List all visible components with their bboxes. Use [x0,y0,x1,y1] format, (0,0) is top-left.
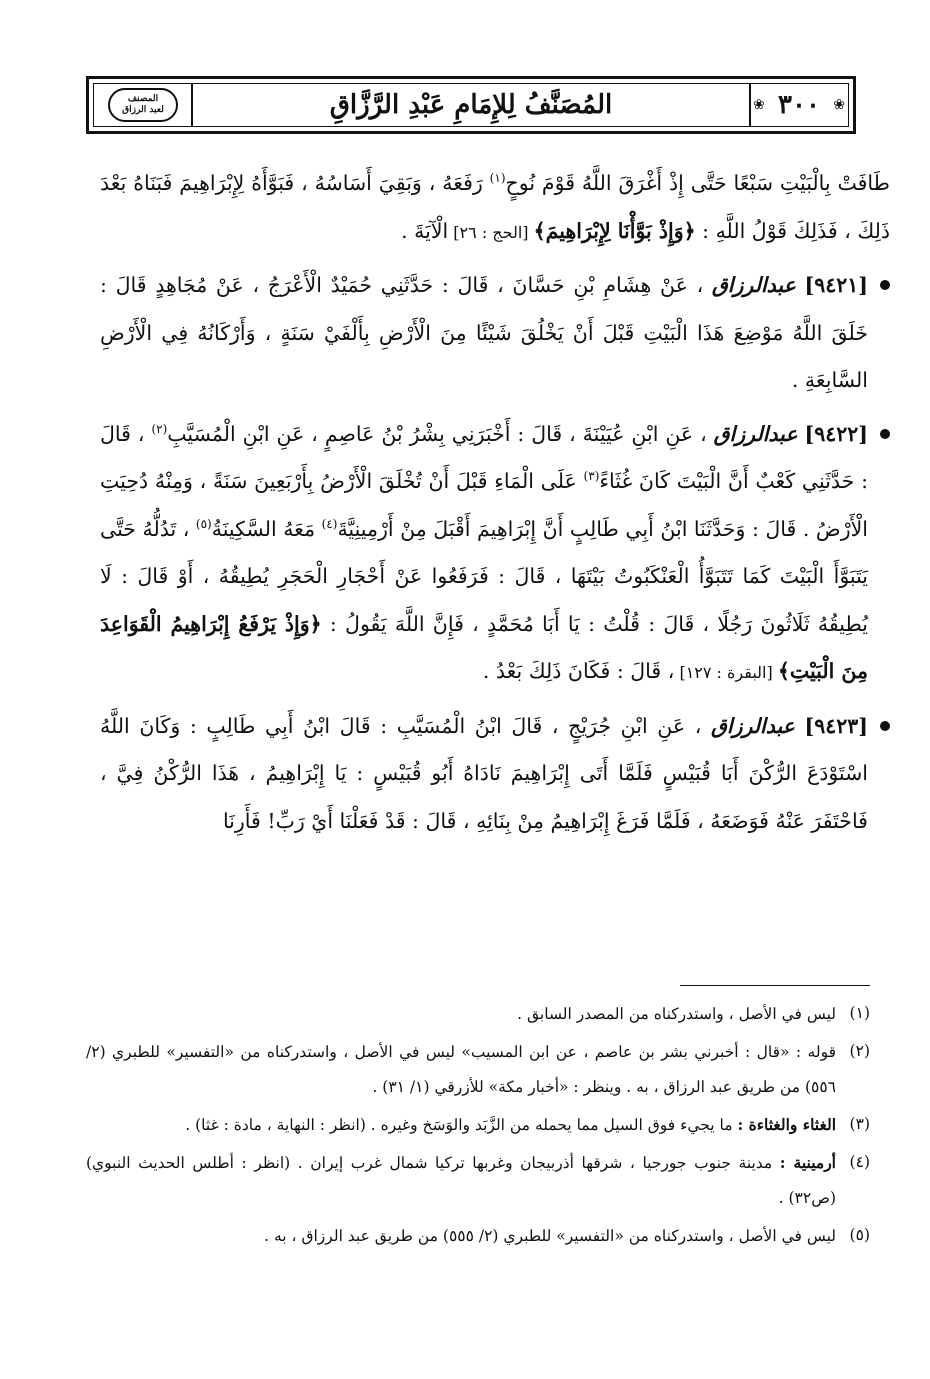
footnote-marker[interactable]: (٥) [195,516,212,531]
ornament-icon: ❀ [833,97,845,113]
footnote-text: ليس في الأصل ، واستدركناه من «التفسير» للطبري (٢/ ٥٥٥) من طريق عبد الرزاق ، به . [264,1227,836,1245]
footnote-4 [86,1145,870,1216]
hadith-number: [٩٤٢٣] [804,713,868,738]
intro-text: رَفَعَهُ ، وَبَقِيَ أَسَاسُهُ ، فَبَوَّأَهُ لِإِبْرَاهِيمَ فَبَنَاهُ بَعْدَ ذَلِكَ ، فَذَلِكَ قَوْلُ اللَّهِ : [100,171,890,243]
hadith-text: ، قَالَ : حَدَّثَنِي كَعْبٌ أَنَّ الْبَيْتَ كَانَ غُثَاءً [100,421,868,493]
page-number-frame [749,84,847,126]
hadith-text: ، عَنْ هِشَامِ بْنِ حَسَّانَ ، قَالَ : حَدَّثَنِي حُمَيْدٌ الْأَعْرَجُ ، عَنْ مُجَاهِدٍ قَالَ : خَلَقَ اللَّهُ مَوْضِعَ هَذَا الْبَيْتِ قَبْلَ أَنْ يَخْلُقَ شَيْئًا مِنَ الْأَرْضِ بِأَلْفَيْ سَنَةٍ ، وَأَرْكَانُهُ فِي الْأَرْضِ السَّابِعَةِ . [100,273,868,392]
narrator-name: عبدالرزاق [710,713,795,738]
hadith-number: [٩٤٢١] [804,273,868,297]
running-title: المُصَنَّفُ لِلإِمَامِ عَبْدِ الرَّزَّاقِ [329,90,613,120]
bullet-icon [880,429,890,439]
footnote-2 [86,1034,870,1105]
book-logo-seal: المصنف لعبد الرزاق [108,88,178,122]
footnote-number: (٥) [849,1226,870,1244]
footnote-marker[interactable]: (٤) [321,516,338,531]
hadith-text: ، عَنِ ابْنِ عُيَيْنَةَ ، قَالَ : أَخْبَرَنِي بِشْرُ بْنُ عَاصِمٍ ، عَنِ ابْنِ الْمُسَيَّبِ [167,421,707,446]
footnote-text: ليس في الأصل ، واستدركناه من المصدر السابق . [517,1005,836,1023]
footnote-marker[interactable]: (١) [489,171,506,186]
footnote-1 [86,996,870,1032]
bullet-icon [880,280,890,290]
footnotes [86,996,870,1256]
hadith-number: [٩٤٢٢] [804,421,868,446]
hadith-text: ، عَنِ ابْنِ جُرَيْجٍ ، قَالَ ابْنُ الْمُسَيَّبِ : قَالَ ابْنُ أَبِي طَالِبٍ : وَكَانَ اللَّهُ اسْتَوْدَعَ الرُّكْنَ أَبَا قُبَيْسٍ فَلَمَّا أَتَى إِبْرَاهِيمَ نَادَاهُ أَبُو قُبَيْسٍ : يَا إِبْرَاهِيمُ ، هَذَا الرُّكْنُ فِيَّ ، فَاحْتَفَرَ عَنْهُ فَوَضَعَهُ ، فَلَمَّا فَرَغَ إِبْرَاهِيمُ مِنْ بِنَائِهِ ، قَالَ : قَدْ فَعَلْنَا أَيْ رَبِّ! فَأَرِنَا [100,713,868,833]
footnote-term: أرمينية : [779,1153,836,1172]
page-header [86,76,856,134]
footnote-number: (٤) [849,1153,870,1171]
footnote-number: (١) [849,1004,870,1022]
narrator-name: عبدالرزاق [713,421,798,446]
verse-reference: [البقرة : ١٢٧] [674,663,778,682]
footnote-marker[interactable]: (٣) [583,469,600,484]
intro-text: الْآيَةَ . [401,218,449,243]
footnote-text: ما يجيء فوق السيل مما يحمله من الزَّبَد والوَسَخ وغيره . (انظر : النهاية ، مادة : غثا) . [185,1116,738,1134]
hadith-9421 [100,262,890,405]
hadith-text: مَعَهُ السَّكِينَةُ [211,516,322,541]
footnote-marker[interactable]: (٢) [151,421,168,436]
narrator-name: عبدالرزاق [711,273,796,297]
page-number: ٣٠٠ [778,90,820,120]
bullet-icon [880,721,890,731]
footnote-3 [86,1107,870,1143]
footnote-5 [86,1218,870,1254]
ornament-icon: ❀ [753,97,765,113]
footnote-text: مدينة جنوب جورجيا ، شرقها أذربيجان وغربها تركيا شمال غرب إيران . (انظر : أطلس الحديث النبوي) (ص٣٢) . [86,1154,836,1207]
intro-paragraph [100,160,890,256]
hadith-text: عَلَى الْمَاءِ قَبْلَ أَنْ تُخْلَقَ الْأَرْضُ بِأَرْبَعِينَ سَنَةً ، وَمِنْهُ دُحِيَتِ الْأَرْضُ . قَالَ : وَحَدَّثَنَا ابْنُ أَبِي طَالِبٍ أَنَّ إِبْرَاهِيمَ أَقْبَلَ مِنْ أَرْمِينِيَّةَ [100,469,869,541]
quran-verse: ﴿وَإِذْ يَرْفَعُ إِبْرَاهِيمُ الْقَوَاعِدَ مِنَ الْبَيْتِ﴾ [100,611,868,683]
footnote-number: (٣) [849,1115,870,1133]
intro-text: طَافَتْ بِالْبَيْتِ سَبْعًا حَتَّى إِذْ أَغْرَقَ اللَّهُ قَوْمَ نُوحٍ [505,171,890,195]
footnote-text: قوله : «قال : أخبرني بشر بن عاصم ، عن ابن المسيب» ليس في الأصل ، واستدركناه من «التفسير» للطبري (٢/ ٥٥٦) من طريق عبد الرزاق ، به . وينظر : «أخبار مكة» للأزرقي (١/ ٣١) . [86,1043,836,1096]
main-text [100,160,890,851]
hadith-9422 [100,411,890,697]
hadith-text: ، قَالَ : فَكَانَ ذَلِكَ بَعْدُ . [482,659,675,683]
footnote-divider [680,985,870,986]
quran-verse: ﴿وَإِذْ بَوَّأْنَا لِإِبْرَاهِيمَ﴾ [533,218,696,243]
hadith-9423 [100,703,890,846]
footnote-term: الغثاء والغثاءة : [737,1115,836,1134]
hadith-text: ، تَدُلُّهُ حَتَّى يَتَبَوَّأَ الْبَيْتَ كَمَا تَتَبَوَّأُ الْعَنْكَبُوتُ بَيْتَهَا ، قَالَ : فَرَفَعُوا عَنْ أَحْجَارِ الْحَجَرِ يُطِيقُهُ ، أَوْ قَالَ : لَا يُطِيقُهُ ثَلَاثُونَ رَجُلًا ، قَالَ : قُلْتُ : يَا أَبَا مُحَمَّدٍ ، فَإِنَّ اللَّهَ يَقُولُ : [100,516,868,636]
logo-frame [95,84,193,126]
verse-reference: [الحج : ٢٦] [448,222,534,242]
footnote-number: (٢) [849,1042,870,1060]
